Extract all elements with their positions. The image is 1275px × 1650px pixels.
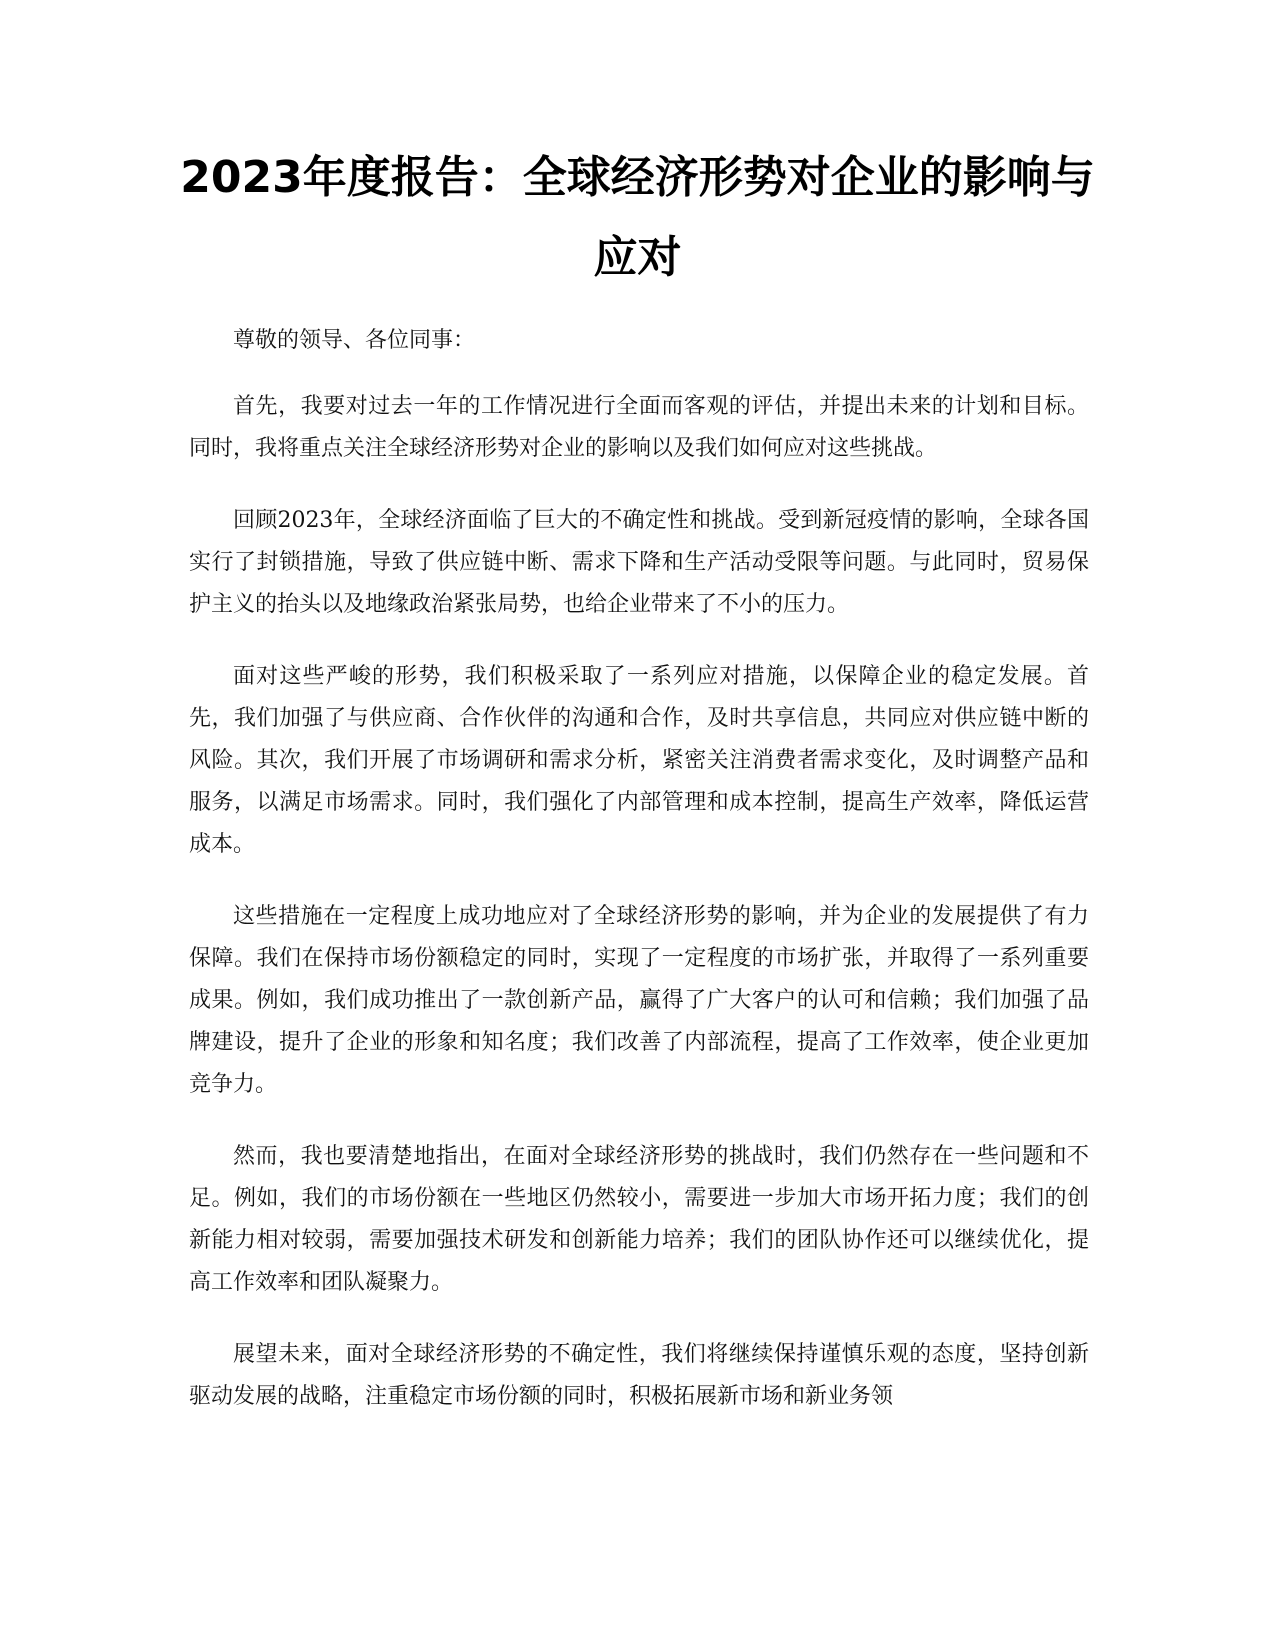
paragraph-5: 然而，我也要清楚地指出，在面对全球经济形势的挑战时，我们仍然存在一些问题和不足。例如，我们的市场份额在一些地区仍然较小，需要进一步加大市场开拓力度；我们的创新能力相对较弱，需要加强技术研发和创新能力培养；我们的团队协作还可以继续优化，提高工作效率和团队凝聚力。 [189, 1144, 1089, 1295]
paragraph-4: 这些措施在一定程度上成功地应对了全球经济形势的影响，并为企业的发展提供了有力保障。我们在保持市场份额稳定的同时，实现了一定程度的市场扩张，并取得了一系列重要成果。例如，我们成功推出了一款创新产品，赢得了广大客户的认可和信赖；我们加强了品牌建设，提升了企业的形象和知名度；我们改善了内部流程，提高了工作效率，使企业更加竞争力。 [189, 904, 1089, 1097]
document-title: 2023年度报告：全球经济形势对企业的影响与应对 [180, 152, 1095, 283]
paragraph-2: 回顾2023年，全球经济面临了巨大的不确定性和挑战。受到新冠疫情的影响，全球各国实行了封锁措施，导致了供应链中断、需求下降和生产活动受限等问题。与此同时，贸易保护主义的抬头以及地缘政治紧张局势，也给企业带来了不小的压力。 [189, 508, 1089, 617]
paragraph-6: 展望未来，面对全球经济形势的不确定性，我们将继续保持谨慎乐观的态度，坚持创新驱动发展的战略，注重稳定市场份额的同时，积极拓展新市场和新业务领 [189, 1342, 1089, 1409]
salutation: 尊敬的领导、各位同事： [233, 328, 476, 353]
paragraph-3: 面对这些严峻的形势，我们积极采取了一系列应对措施，以保障企业的稳定发展。首先，我们加强了与供应商、合作伙伴的沟通和合作，及时共享信息，共同应对供应链中断的风险。其次，我们开展了市场调研和需求分析，紧密关注消费者需求变化，及时调整产品和服务，以满足市场需求。同时，我们强化了内部管理和成本控制，提高生产效率，降低运营成本。 [189, 664, 1089, 857]
paragraph-1: 首先，我要对过去一年的工作情况进行全面而客观的评估，并提出未来的计划和目标。同时，我将重点关注全球经济形势对企业的影响以及我们如何应对这些挑战。 [189, 394, 1089, 461]
document-body [189, 320, 1089, 1448]
